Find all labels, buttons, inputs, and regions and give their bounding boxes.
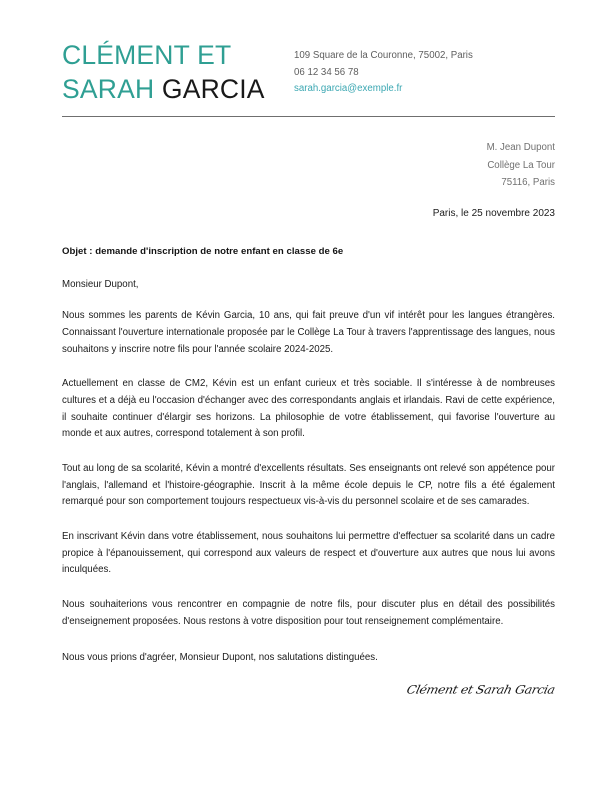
signature-area — [62, 681, 555, 721]
sender-phone[interactable]: 06 12 34 56 78 — [294, 66, 359, 78]
subject-line: Objet : demande d'inscription de notre enfant en classe de 6e — [62, 246, 344, 258]
recipient-address-block — [62, 139, 555, 191]
recipient-organization: Collège La Tour — [487, 159, 555, 171]
letterhead — [0, 0, 612, 106]
body-paragraph: Nous sommes les parents de Kévin Garcia, 10 ans, qui fait preuve d'un vif intérêt pour les langues étrangères. Connaissant l'ouverture internationale proposée par le Collège La Tour à travers l'apprentissage des langues, nous souhaitons y inscrire notre fils pour l'année scolaire 2024-2025. — [62, 310, 555, 355]
sender-name-line-2 — [62, 72, 294, 106]
body-paragraph: Nous souhaiterions vous rencontrer en compagnie de notre fils, pour discuter plus en détail des possibilités d'enseignement proposées. Nous restons à votre disposition pour tout renseignement complémentaire. — [62, 599, 555, 627]
sender-surname: GARCIA — [161, 74, 265, 105]
recipient-city: 75116, Paris — [501, 176, 555, 188]
sender-first-names: SARAH — [62, 74, 162, 105]
salutation: Monsieur Dupont, — [62, 279, 139, 291]
header-divider — [62, 116, 555, 117]
sender-name-line-1: CLÉMENT ET — [62, 40, 232, 70]
handwritten-signature: Clément et Sarah Garcia — [405, 682, 557, 697]
body-paragraph: Tout au long de sa scolarité, Kévin a montré d'excellents résultats. Ses enseignants ont relevé son appétence pour l'anglais, l'allemand et l'histoire-géographie. Inscrit à la même école depuis le CP, notre fils a été également remarqué pour son comportement toujours respectueux vis-à-vis du personnel scolaire et de ses camarades. — [62, 462, 555, 508]
letter-body — [62, 246, 555, 667]
sender-name — [62, 38, 294, 106]
sender-address: 109 Square de la Couronne, 75002, Paris — [294, 50, 473, 61]
body-paragraph: En inscrivant Kévin dans votre établissement, nous souhaitons lui permettre d'effectuer sa scolarité dans un cadre propice à l'épanouissement, qui correspond aux valeurs de respect et d'ouverture aux autres que nous lui avons inculquées. — [62, 531, 555, 576]
body-paragraph: Actuellement en classe de CM2, Kévin est un enfant curieux et très sociable. Il s'intéresse à de nombreuses cultures et a déjà eu l'occasion d'échanger avec des correspondants anglais et irlandais. Ravi de cette expérience, il souhaite continuer d'élargir ses horizons. La philosophie de votre établissement, qui favorise l'ouverture au monde et aux autres, correspond totalement à son profil. — [62, 378, 555, 440]
dateline: Paris, le 25 novembre 2023 — [432, 208, 555, 220]
recipient-name: M. Jean Dupont — [486, 142, 555, 154]
sender-email-link[interactable]: sarah.garcia@exemple.fr — [294, 83, 403, 95]
sender-contact-block — [294, 38, 555, 98]
closing-salutation: Nous vous prions d'agréer, Monsieur Dupont, nos salutations distinguées. — [62, 652, 378, 664]
